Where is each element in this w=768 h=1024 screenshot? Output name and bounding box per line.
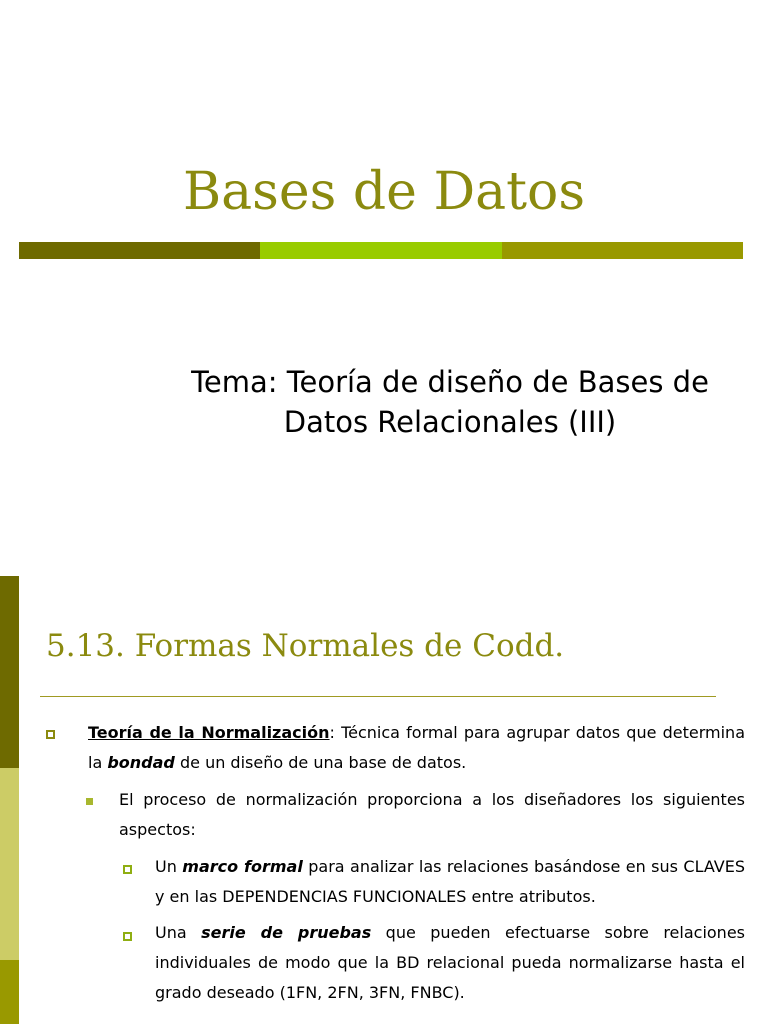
list-item	[155, 918, 745, 1008]
hollow-square-bullet-icon	[123, 865, 132, 874]
item-text: de un diseño de una base de datos.	[174, 753, 467, 772]
section-title: 5.13. Formas Normales de Codd.	[46, 628, 565, 664]
slide-title: Bases de Datos	[182, 162, 586, 222]
title-divider	[40, 696, 716, 697]
emphasis-bondad: bondad	[107, 753, 175, 772]
sidebar-segment-2	[0, 768, 19, 960]
subtitle-line-2: Datos Relacionales (III)	[283, 405, 617, 439]
list-item	[88, 718, 745, 778]
normalization-term: Teoría de la Normalización	[88, 723, 330, 742]
slide-subtitle	[140, 362, 760, 442]
hollow-square-bullet-icon	[46, 730, 55, 739]
emphasis-serie-de-pruebas: serie de pruebas	[201, 923, 372, 942]
color-bar-segment-3	[502, 242, 743, 259]
color-bar-segment-1	[19, 242, 260, 259]
color-bar-segment-2	[260, 242, 501, 259]
emphasis-marco-formal: marco formal	[182, 857, 303, 876]
item-text: Un	[155, 857, 183, 876]
list-item: El proceso de normalización proporciona a los diseñadores los siguientes aspectos:	[119, 790, 745, 839]
sidebar-segment-3	[0, 960, 19, 1024]
item-text: que pueden efectuarse sobre relaciones individuales de modo que la BD relacional pueda normalizarse hasta el grado deseado (1FN, 2FN, 3FN, FNBC).	[155, 923, 745, 1002]
hollow-square-bullet-icon	[123, 932, 132, 941]
item-text: : Técnica formal para agrupar datos que determina la	[88, 723, 745, 772]
sidebar-segment-1	[0, 576, 19, 768]
solid-square-bullet-icon	[86, 798, 93, 805]
content-slide	[0, 576, 768, 1024]
list-item	[155, 852, 745, 912]
decorative-color-bar	[19, 242, 743, 259]
subtitle-line-1: Tema: Teoría de diseño de Bases de	[191, 365, 709, 399]
item-text: Una	[155, 923, 202, 942]
item-text: para analizar las relaciones basándose en sus CLAVES y en las DEPENDENCIAS FUNCIONALES entre atributos.	[155, 857, 746, 906]
decorative-sidebar	[0, 576, 19, 1024]
